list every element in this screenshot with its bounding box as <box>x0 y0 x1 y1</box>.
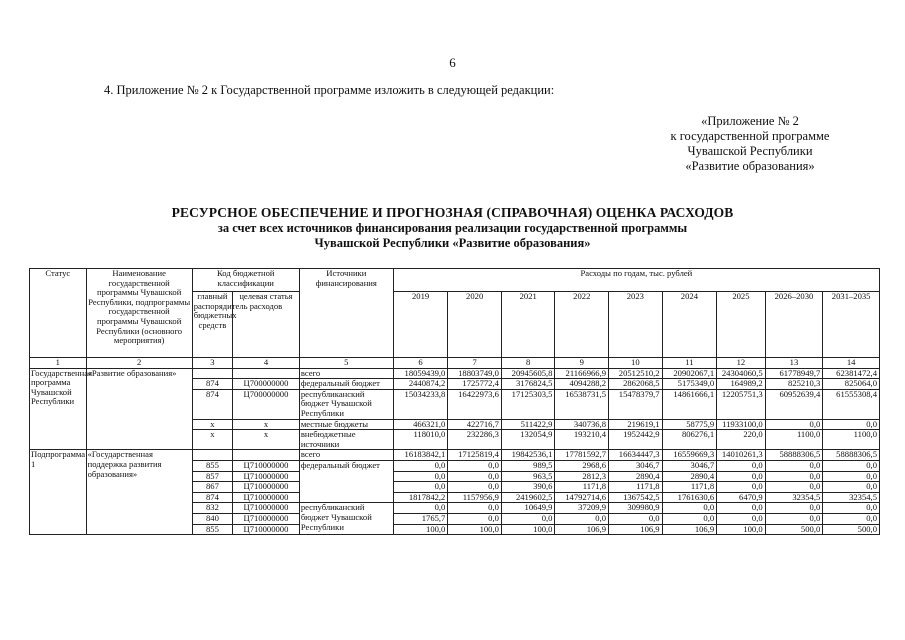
value-cell: 18803749,0 <box>448 368 502 379</box>
value-cell: 0,0 <box>609 513 663 524</box>
value-cell: 0,0 <box>717 460 766 471</box>
value-cell: 0,0 <box>393 503 448 514</box>
value-cell: 3176824,5 <box>501 379 555 390</box>
header-code-target: целевая статья расходов <box>233 292 300 358</box>
value-cell: 2812,3 <box>555 471 609 482</box>
value-cell: 106,9 <box>609 524 663 535</box>
value-cell: 0,0 <box>823 503 880 514</box>
value-cell: 16634447,3 <box>609 450 663 461</box>
value-cell: 15034233,8 <box>393 389 448 419</box>
value-cell: 1100,0 <box>823 430 880 450</box>
title-line-3: Чувашской Республики «Развитие образования» <box>314 236 591 250</box>
value-cell: 12205751,3 <box>717 389 766 419</box>
value-cell: 16422973,6 <box>448 389 502 419</box>
code-main-cell: 874 <box>192 492 232 503</box>
header-year: 2031–2035 <box>823 292 880 358</box>
value-cell: 37209,9 <box>555 503 609 514</box>
value-cell: 220,0 <box>717 430 766 450</box>
value-cell: 106,9 <box>662 524 717 535</box>
value-cell: 0,0 <box>501 513 555 524</box>
value-cell: 806276,1 <box>662 430 717 450</box>
value-cell: 1157956,9 <box>448 492 502 503</box>
source-cell: республиканский бюджет Чувашской Республики <box>299 503 393 535</box>
value-cell: 164989,2 <box>717 379 766 390</box>
value-cell: 19842536,1 <box>501 450 555 461</box>
header-sources: Источники финансирования <box>299 269 393 358</box>
value-cell: 0,0 <box>555 513 609 524</box>
value-cell: 17125819,4 <box>448 450 502 461</box>
code-target-cell: Ц710000000 <box>233 460 300 471</box>
value-cell: 1171,8 <box>662 482 717 493</box>
value-cell: 100,0 <box>501 524 555 535</box>
value-cell: 989,5 <box>501 460 555 471</box>
value-cell: 20512510,2 <box>609 368 663 379</box>
value-cell: 132054,9 <box>501 430 555 450</box>
value-cell: 60952639,4 <box>765 389 823 419</box>
value-cell: 3046,7 <box>662 460 717 471</box>
appendix-line: к государственной программе <box>670 129 830 143</box>
value-cell: 14010261,3 <box>717 450 766 461</box>
value-cell: 219619,1 <box>609 419 663 430</box>
value-cell: 1367542,5 <box>609 492 663 503</box>
code-main-cell <box>192 450 232 461</box>
code-target-cell: x <box>233 419 300 430</box>
value-cell: 511422,9 <box>501 419 555 430</box>
value-cell: 0,0 <box>717 482 766 493</box>
header-year: 2021 <box>501 292 555 358</box>
code-target-cell: Ц710000000 <box>233 513 300 524</box>
source-cell: всего <box>299 450 393 461</box>
value-cell: 0,0 <box>765 419 823 430</box>
value-cell: 24304060,5 <box>717 368 766 379</box>
header-expenses-group: Расходы по годам, тыс. рублей <box>393 269 879 292</box>
value-cell: 466321,0 <box>393 419 448 430</box>
intro-paragraph: 4. Приложение № 2 к Государственной программе изложить в следующей редакции: <box>104 83 555 97</box>
source-cell: федеральный бюджет <box>299 460 393 502</box>
column-number: 6 <box>393 358 448 369</box>
value-cell: 0,0 <box>765 460 823 471</box>
value-cell: 0,0 <box>717 471 766 482</box>
value-cell: 16559669,3 <box>662 450 717 461</box>
value-cell: 0,0 <box>765 513 823 524</box>
header-name: Наименование государственной программы Чувашской Республики, подпрограммы государственной программы Чувашской Республики (основного мероприятия) <box>86 269 192 358</box>
value-cell: 390,6 <box>501 482 555 493</box>
value-cell: 18059439,0 <box>393 368 448 379</box>
value-cell: 0,0 <box>393 471 448 482</box>
source-cell: всего <box>299 368 393 379</box>
value-cell: 2862068,5 <box>609 379 663 390</box>
column-number: 1 <box>30 358 87 369</box>
value-cell: 500,0 <box>765 524 823 535</box>
value-cell: 16183842,1 <box>393 450 448 461</box>
value-cell: 1171,8 <box>555 482 609 493</box>
column-number: 7 <box>448 358 502 369</box>
table-row <box>30 368 880 379</box>
value-cell: 0,0 <box>393 460 448 471</box>
code-main-cell: 867 <box>192 482 232 493</box>
code-main-cell: x <box>192 419 232 430</box>
value-cell: 0,0 <box>448 460 502 471</box>
source-cell: республиканский бюджет Чувашской Республики <box>299 389 393 419</box>
source-cell: местные бюджеты <box>299 419 393 430</box>
value-cell: 32354,5 <box>823 492 880 503</box>
code-main-cell <box>192 368 232 379</box>
value-cell: 61778949,7 <box>765 368 823 379</box>
value-cell: 1817842,2 <box>393 492 448 503</box>
value-cell: 16538731,5 <box>555 389 609 419</box>
header-status: Статус <box>30 269 87 358</box>
value-cell: 0,0 <box>717 503 766 514</box>
value-cell: 309980,9 <box>609 503 663 514</box>
value-cell: 2968,6 <box>555 460 609 471</box>
value-cell: 0,0 <box>765 471 823 482</box>
subprogram-status: Подпрограмма 1 <box>30 450 87 535</box>
code-main-cell: x <box>192 430 232 450</box>
source-cell: внебюджетные источники <box>299 430 393 450</box>
code-main-cell: 857 <box>192 471 232 482</box>
code-target-cell: Ц700000000 <box>233 379 300 390</box>
appendix-reference <box>600 114 900 174</box>
value-cell: 0,0 <box>823 482 880 493</box>
column-number: 8 <box>501 358 555 369</box>
value-cell: 0,0 <box>765 503 823 514</box>
value-cell: 6470,9 <box>717 492 766 503</box>
value-cell: 0,0 <box>448 482 502 493</box>
column-number: 4 <box>233 358 300 369</box>
code-target-cell <box>233 368 300 379</box>
value-cell: 0,0 <box>823 460 880 471</box>
code-target-cell <box>233 450 300 461</box>
value-cell: 0,0 <box>448 503 502 514</box>
value-cell: 2890,4 <box>609 471 663 482</box>
table-row <box>30 450 880 461</box>
value-cell: 825064,0 <box>823 379 880 390</box>
subprogram-name: «Государственная поддержка развития образования» <box>86 450 192 535</box>
code-target-cell: Ц710000000 <box>233 482 300 493</box>
program-status: Государственная программа Чувашской Республики <box>30 368 87 450</box>
value-cell: 2890,4 <box>662 471 717 482</box>
header-year: 2020 <box>448 292 502 358</box>
value-cell: 118010,0 <box>393 430 448 450</box>
value-cell: 193210,4 <box>555 430 609 450</box>
value-cell: 1765,7 <box>393 513 448 524</box>
value-cell: 1952442,9 <box>609 430 663 450</box>
code-target-cell: Ц700000000 <box>233 389 300 419</box>
value-cell: 100,0 <box>448 524 502 535</box>
value-cell: 100,0 <box>717 524 766 535</box>
code-target-cell: x <box>233 430 300 450</box>
value-cell: 20902067,1 <box>662 368 717 379</box>
code-main-cell: 874 <box>192 389 232 419</box>
appendix-line: «Приложение № 2 <box>701 114 799 128</box>
value-cell: 4094288,2 <box>555 379 609 390</box>
title-line-1: РЕСУРСНОЕ ОБЕСПЕЧЕНИЕ И ПРОГНОЗНАЯ (СПРАВОЧНАЯ) ОЦЕНКА РАСХОДОВ <box>171 205 734 220</box>
code-target-cell: Ц710000000 <box>233 503 300 514</box>
column-number: 13 <box>765 358 823 369</box>
value-cell: 14861666,1 <box>662 389 717 419</box>
code-main-cell: 840 <box>192 513 232 524</box>
value-cell: 32354,5 <box>765 492 823 503</box>
header-year: 2024 <box>662 292 717 358</box>
value-cell: 825210,3 <box>765 379 823 390</box>
value-cell: 106,9 <box>555 524 609 535</box>
value-cell: 1761630,6 <box>662 492 717 503</box>
value-cell: 0,0 <box>662 503 717 514</box>
value-cell: 61555308,4 <box>823 389 880 419</box>
column-number: 11 <box>662 358 717 369</box>
page-number: 6 <box>449 55 456 70</box>
value-cell: 17125303,5 <box>501 389 555 419</box>
column-number: 5 <box>299 358 393 369</box>
column-number: 14 <box>823 358 880 369</box>
value-cell: 2419602,5 <box>501 492 555 503</box>
value-cell: 21166966,9 <box>555 368 609 379</box>
value-cell: 0,0 <box>662 513 717 524</box>
value-cell: 1725772,4 <box>448 379 502 390</box>
value-cell: 0,0 <box>823 419 880 430</box>
source-cell: федеральный бюджет <box>299 379 393 390</box>
column-number: 9 <box>555 358 609 369</box>
value-cell: 2440874,2 <box>393 379 448 390</box>
code-target-cell: Ц710000000 <box>233 524 300 535</box>
code-main-cell: 832 <box>192 503 232 514</box>
code-main-cell: 874 <box>192 379 232 390</box>
value-cell: 340736,8 <box>555 419 609 430</box>
header-code-main: главный распорядитель бюджетных средств <box>192 292 232 358</box>
value-cell: 20945605,8 <box>501 368 555 379</box>
header-year: 2019 <box>393 292 448 358</box>
header-year: 2023 <box>609 292 663 358</box>
value-cell: 62381472,4 <box>823 368 880 379</box>
code-main-cell: 855 <box>192 460 232 471</box>
value-cell: 0,0 <box>823 471 880 482</box>
value-cell: 0,0 <box>448 471 502 482</box>
value-cell: 5175349,0 <box>662 379 717 390</box>
document-title <box>0 205 905 251</box>
value-cell: 3046,7 <box>609 460 663 471</box>
value-cell: 422716,7 <box>448 419 502 430</box>
column-number: 2 <box>86 358 192 369</box>
value-cell: 15478379,7 <box>609 389 663 419</box>
code-target-cell: Ц710000000 <box>233 492 300 503</box>
header-year: 2026–2030 <box>765 292 823 358</box>
value-cell: 11933100,0 <box>717 419 766 430</box>
value-cell: 17781592,7 <box>555 450 609 461</box>
header-year: 2025 <box>717 292 766 358</box>
value-cell: 0,0 <box>717 513 766 524</box>
value-cell: 1171,8 <box>609 482 663 493</box>
value-cell: 0,0 <box>823 513 880 524</box>
value-cell: 963,5 <box>501 471 555 482</box>
header-code-group: Код бюджетной классификации <box>192 269 299 292</box>
header-year: 2022 <box>555 292 609 358</box>
value-cell: 0,0 <box>448 513 502 524</box>
column-number: 10 <box>609 358 663 369</box>
code-target-cell: Ц710000000 <box>233 471 300 482</box>
value-cell: 14792714,6 <box>555 492 609 503</box>
program-name: «Развитие образования» <box>86 368 192 450</box>
value-cell: 0,0 <box>765 482 823 493</box>
value-cell: 0,0 <box>393 482 448 493</box>
appendix-line: «Развитие образования» <box>685 159 815 173</box>
column-number: 12 <box>717 358 766 369</box>
title-line-2: за счет всех источников финансирования реализации государственной программы <box>217 221 688 235</box>
value-cell: 10649,9 <box>501 503 555 514</box>
value-cell: 500,0 <box>823 524 880 535</box>
value-cell: 58888306,5 <box>823 450 880 461</box>
column-number: 3 <box>192 358 232 369</box>
value-cell: 1100,0 <box>765 430 823 450</box>
resource-table <box>29 268 880 535</box>
value-cell: 58888306,5 <box>765 450 823 461</box>
code-main-cell: 855 <box>192 524 232 535</box>
value-cell: 58775,9 <box>662 419 717 430</box>
value-cell: 232286,3 <box>448 430 502 450</box>
value-cell: 100,0 <box>393 524 448 535</box>
appendix-line: Чувашской Республики <box>687 144 813 158</box>
